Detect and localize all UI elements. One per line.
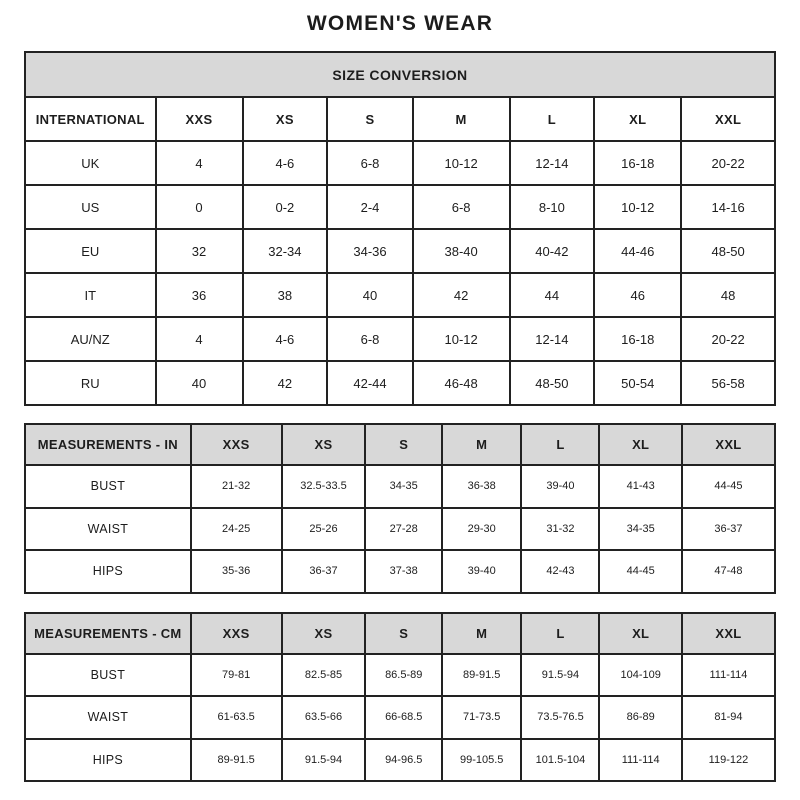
- column-header: S: [365, 613, 441, 654]
- table-cell: 32.5-33.5: [282, 465, 366, 508]
- table-cell: 35-36: [191, 550, 282, 593]
- page-title: WOMEN'S WEAR: [306, 12, 494, 35]
- table-cell: 39-40: [521, 465, 599, 508]
- table-cell: 42-43: [521, 550, 599, 593]
- table-cell: 48-50: [510, 361, 595, 405]
- column-header: XXL: [682, 424, 775, 465]
- table-cell: 2-4: [327, 185, 413, 229]
- table-cell: 0: [156, 185, 243, 229]
- column-header: XL: [599, 424, 681, 465]
- table-cell: 21-32: [191, 465, 282, 508]
- table-cell: 37-38: [365, 550, 441, 593]
- table-cell: 40-42: [510, 229, 595, 273]
- table-cell: 6-8: [327, 141, 413, 185]
- table-cell: 25-26: [282, 508, 366, 551]
- column-header: INTERNATIONAL: [25, 97, 156, 141]
- measurements-in-table: [24, 423, 776, 594]
- table-row: [25, 508, 775, 551]
- table-cell: 24-25: [191, 508, 282, 551]
- table-cell: 63.5-66: [282, 696, 366, 739]
- measurements-cm-header-row: [25, 613, 775, 654]
- table-cell: 32: [156, 229, 243, 273]
- table-cell: 42: [413, 273, 510, 317]
- column-header: XS: [282, 424, 366, 465]
- table-cell: 46: [594, 273, 681, 317]
- table-row: [25, 465, 775, 508]
- table-cell: 71-73.5: [442, 696, 521, 739]
- table-cell: 12-14: [510, 141, 595, 185]
- table-cell: 79-81: [191, 654, 282, 697]
- table-cell: 104-109: [599, 654, 681, 697]
- table-cell: 4-6: [243, 141, 328, 185]
- table-cell: 61-63.5: [191, 696, 282, 739]
- column-header: M: [442, 424, 521, 465]
- column-header: MEASUREMENTS - CM: [25, 613, 191, 654]
- column-header: XXL: [681, 97, 775, 141]
- table-cell: 91.5-94: [282, 739, 366, 782]
- column-header: XXL: [682, 613, 775, 654]
- table-cell: 44-46: [594, 229, 681, 273]
- column-header: M: [413, 97, 510, 141]
- row-label: WAIST: [25, 696, 191, 739]
- row-label: AU/NZ: [25, 317, 156, 361]
- table-cell: 4: [156, 141, 243, 185]
- column-header: L: [510, 97, 595, 141]
- table-cell: 50-54: [594, 361, 681, 405]
- table-cell: 44-45: [599, 550, 681, 593]
- table-cell: 44-45: [682, 465, 775, 508]
- table-cell: 4-6: [243, 317, 328, 361]
- column-header: XXS: [191, 613, 282, 654]
- row-label: HIPS: [25, 550, 191, 593]
- table-cell: 38-40: [413, 229, 510, 273]
- table-cell: 40: [327, 273, 413, 317]
- table-cell: 12-14: [510, 317, 595, 361]
- table-cell: 91.5-94: [521, 654, 599, 697]
- column-header: XS: [243, 97, 328, 141]
- table-cell: 20-22: [681, 317, 775, 361]
- table-cell: 20-22: [681, 141, 775, 185]
- table-cell: 32-34: [243, 229, 328, 273]
- table-cell: 89-91.5: [442, 654, 521, 697]
- table-cell: 56-58: [681, 361, 775, 405]
- table-cell: 36-38: [442, 465, 521, 508]
- table-cell: 6-8: [327, 317, 413, 361]
- table-cell: 99-105.5: [442, 739, 521, 782]
- column-header: S: [365, 424, 441, 465]
- table-cell: 34-35: [365, 465, 441, 508]
- table-cell: 47-48: [682, 550, 775, 593]
- table-cell: 48: [681, 273, 775, 317]
- row-label: RU: [25, 361, 156, 405]
- table-row: [25, 229, 775, 273]
- row-label: BUST: [25, 465, 191, 508]
- size-conversion-title: SIZE CONVERSION: [25, 52, 775, 97]
- column-header: XL: [594, 97, 681, 141]
- column-header: XXS: [156, 97, 243, 141]
- table-cell: 16-18: [594, 317, 681, 361]
- table-cell: 36-37: [682, 508, 775, 551]
- table-cell: 16-18: [594, 141, 681, 185]
- column-header: XL: [599, 613, 681, 654]
- table-row: [25, 739, 775, 782]
- table-cell: 94-96.5: [365, 739, 441, 782]
- row-label: US: [25, 185, 156, 229]
- table-cell: 38: [243, 273, 328, 317]
- table-cell: 86-89: [599, 696, 681, 739]
- table-cell: 81-94: [682, 696, 775, 739]
- table-cell: 41-43: [599, 465, 681, 508]
- row-label: WAIST: [25, 508, 191, 551]
- table-cell: 89-91.5: [191, 739, 282, 782]
- row-label: IT: [25, 273, 156, 317]
- row-label: HIPS: [25, 739, 191, 782]
- measurements-cm-table: [24, 612, 776, 783]
- table-cell: 119-122: [682, 739, 775, 782]
- table-cell: 27-28: [365, 508, 441, 551]
- table-row: [25, 185, 775, 229]
- table-cell: 34-35: [599, 508, 681, 551]
- row-label: UK: [25, 141, 156, 185]
- table-cell: 4: [156, 317, 243, 361]
- table-cell: 29-30: [442, 508, 521, 551]
- table-cell: 44: [510, 273, 595, 317]
- table-cell: 86.5-89: [365, 654, 441, 697]
- table-cell: 10-12: [413, 141, 510, 185]
- table-row: [25, 696, 775, 739]
- table-cell: 111-114: [682, 654, 775, 697]
- table-row: [25, 550, 775, 593]
- table-cell: 14-16: [681, 185, 775, 229]
- table-cell: 36-37: [282, 550, 366, 593]
- table-cell: 34-36: [327, 229, 413, 273]
- table-cell: 31-32: [521, 508, 599, 551]
- table-cell: 40: [156, 361, 243, 405]
- table-row: [25, 361, 775, 405]
- table-cell: 39-40: [442, 550, 521, 593]
- column-header: MEASUREMENTS - IN: [25, 424, 191, 465]
- column-header: M: [442, 613, 521, 654]
- table-cell: 82.5-85: [282, 654, 366, 697]
- table-cell: 8-10: [510, 185, 595, 229]
- table-cell: 111-114: [599, 739, 681, 782]
- column-header: XS: [282, 613, 366, 654]
- row-label: EU: [25, 229, 156, 273]
- column-header: L: [521, 424, 599, 465]
- column-header: L: [521, 613, 599, 654]
- table-cell: 0-2: [243, 185, 328, 229]
- table-cell: 73.5-76.5: [521, 696, 599, 739]
- size-conversion-header-row: [25, 52, 775, 97]
- size-conversion-table: [24, 51, 776, 406]
- measurements-in-header-row: [25, 424, 775, 465]
- table-cell: 42: [243, 361, 328, 405]
- table-cell: 6-8: [413, 185, 510, 229]
- table-cell: 42-44: [327, 361, 413, 405]
- table-row: [25, 654, 775, 697]
- table-row: [25, 317, 775, 361]
- table-row: [25, 141, 775, 185]
- table-cell: 10-12: [413, 317, 510, 361]
- column-header: XXS: [191, 424, 282, 465]
- table-cell: 36: [156, 273, 243, 317]
- table-cell: 10-12: [594, 185, 681, 229]
- table-cell: 101.5-104: [521, 739, 599, 782]
- table-row: [25, 273, 775, 317]
- table-cell: 66-68.5: [365, 696, 441, 739]
- column-header: S: [327, 97, 413, 141]
- table-cell: 48-50: [681, 229, 775, 273]
- size-conversion-column-header-row: [25, 97, 775, 141]
- table-cell: 46-48: [413, 361, 510, 405]
- row-label: BUST: [25, 654, 191, 697]
